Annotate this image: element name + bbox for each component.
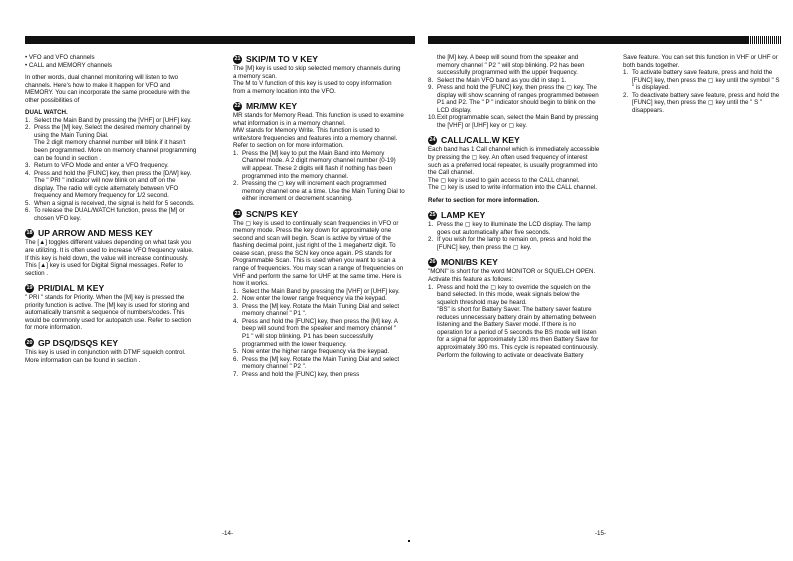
heading-moni-bs-key: 26 MONI/BS KEY	[429, 257, 498, 268]
number-badge: 25	[429, 212, 436, 219]
section-title: DUAL WATCH.	[25, 109, 68, 117]
list-item: The 2 digit memory channel number will blink if it hasn't been programmed. More on memory channel programming can be found in section .	[34, 139, 197, 162]
number-badge: 24	[429, 137, 436, 144]
paragraph: The [▲] toggles different values depending on what task you are utilizing. It is often used to increase VFO frequency value. If this key is held down, the value will increase continuously. This [▲] key is used for Digital Signal messages. Refer to section .	[25, 239, 194, 277]
paragraph: MW stands for Memory Write. This function is used to write/store frequencies and features into a memory channel. Refer to section on for more information.	[233, 127, 398, 150]
list-item: the [M] key. A beep will sound from the speaker and memory channel " P2 " will stop blinking. P2 has been successfully programmed with the upper frequency.	[437, 54, 585, 77]
list-item: 2. Press the [M] key. Select the desired memory channel by using the Main Tuning Dial.	[25, 124, 191, 139]
list-item: 7. Press and hold the [FUNC] key, then press	[233, 370, 360, 378]
number-badge: 21	[234, 56, 241, 62]
paragraph: "MONI" is short for the word MONITOR or SQUELCH OPEN. Activate this feature as follows:	[428, 268, 596, 284]
list-item: 8. Select the Main VFO band as you did in step 1.	[428, 76, 567, 84]
heading-mr-mw-key: 22 MR/MW KEY	[234, 101, 298, 112]
list-item: "BS" is short for Battery Saver. The battery saver feature reduces unnecessary battery drain by alternating between listening and the Battery Saver mode. If there is no operation for a period of 5 seconds the BS mode will listen for a signal for approximately 130 ms then Battery Save for approximately 390 ms. This cycle is repeated continuously. Perform the following to activate or deactivate Battery	[437, 306, 599, 359]
list-item: 3. Press the [M] key. Rotate the Main Tuning Dial and select memory channel " P1 ".	[233, 302, 400, 318]
top-rule-right	[428, 36, 782, 44]
list-item: 4. Press and hold the [FUNC] key, then press the [M] key. A beep will sound from the speaker and memory channel " P1 " will stop blinking. P1 has been successfully programmed with the lower frequency.	[233, 317, 398, 348]
list-item: 5. Now enter the higher range frequency via the keypad.	[233, 348, 390, 356]
top-rule-left	[25, 36, 415, 44]
list-item: 5. When a signal is received, the signal is held for 5 seconds.	[25, 199, 195, 207]
list-item: 2. Now enter the lower range frequency via the keypad.	[233, 295, 387, 303]
number-badge: 20	[26, 339, 33, 346]
column-3	[428, 54, 600, 359]
paragraph: The M to V function of this key is used to copy information from a memory location into the VFO.	[233, 80, 392, 95]
page-number-right: -15-	[595, 530, 607, 537]
list-item: 1. To activate battery save feature, press and hold the [FUNC] key, then press the ▢ key until the symbol " S " is displayed.	[623, 69, 780, 92]
paragraph: The ▢ key is used to write information into the CALL channel.	[428, 184, 597, 192]
paragraph: • VFO and VFO channels	[25, 54, 95, 61]
list-item: 2. To deactivate battery save feature, press and hold the [FUNC] key, then press the ▢ key until the " S " disappears.	[623, 91, 780, 114]
heading-scn-ps-key: 23 SCN/PS KEY	[234, 208, 299, 219]
heading-gp-dsq-key: 20 GP DSQ/DSQS KEY	[26, 337, 119, 348]
list-item: 1. Press the [M] key to put the Main Band into Memory Channel mode. A 2 digit memory channel number (0-19) will appear. These 2 digits will flash if nothing has been programmed into the memory channel.	[233, 149, 396, 180]
column-2	[233, 54, 405, 378]
number-badge: 18	[26, 230, 33, 237]
heading-up-arrow-key: 18 UP ARROW AND MESS KEY	[26, 228, 153, 239]
list-item: 10. Exit programmable scan, select the Main Band by pressing the [VHF] or [UHF] key or ▢ key.	[428, 114, 599, 129]
list-item: 2. If you wish for the lamp to remain on, press and hold the [FUNC] key, then press the ▢ key.	[428, 236, 592, 251]
paragraph: The ▢ key is used to gain access to the CALL channel.	[428, 176, 580, 184]
list-item: 6. Press the [M] key. Rotate the Main Tuning Dial and select memory channel " P2 ".	[233, 355, 400, 371]
heading-skip-key: 21 SKIP/M TO V KEY	[234, 54, 318, 64]
list-item: 6. To release the DUAL/WATCH function, press the [M] or chosen VFO key.	[25, 207, 185, 222]
list-item: 1. Select the Main Band by pressing the [VHF] or [UHF] key.	[233, 287, 400, 295]
number-badge: 22	[234, 103, 241, 110]
paragraph: MR stands for Memory Read. This function is used to examine what information is in a memory channel.	[233, 112, 404, 127]
column-4	[623, 54, 780, 114]
list-item: 9. Press and hold the [FUNC] key, then press the ▢ key. The display will show scanning of ranges programmed between P1 and P2. The " P " indicator should begin to blink on the LCD display.	[428, 84, 599, 114]
list-item: 1. Press and hold the ▢ key to override the squelch on the band selected. In this mode, weak signals below the squelch threshold may be heard.	[428, 283, 591, 306]
reference-note: Refer to section for more information.	[428, 196, 540, 204]
list-item: 4. Press and hold the [FUNC] key, then press the [D/W] key. The " PRI " indicator will now blink on and off on the display. The radio will cycle alternately between VFO frequency and Memory frequency for 1/2 second.	[25, 169, 192, 200]
list-item: 2. Pressing the ▢ key will increment each programmed memory channel one at a time. Use the Main Tuning Dial to either increment or decrement scanning.	[233, 180, 405, 203]
column-1	[25, 54, 197, 364]
paragraph: This key is used in conjunction with DTMF squelch control. More information can be found in section .	[25, 348, 186, 364]
page-number-left: -14-	[222, 530, 234, 537]
paragraph: The ▢ key is used to continually scan frequencies in VFO or memory mode. Press the key down for approximately one second and scan will begin. Scan is active by virtue of the flashing decimal point, just right of the 1 megahertz digit. To cease scan, press the SCN key once again. PS stands for Programmable Scan. This is used when you want to scan a range of frequencies. You may scan a range of frequencies on VHF and perform the same for UHF at the same time. Here is how it works.	[233, 219, 404, 288]
center-dot	[408, 540, 410, 542]
list-item: 3. Return to VFO Mode and enter a VFO frequency.	[25, 162, 169, 170]
paragraph: Each band has 1 Call channel which is immediately accessible by pressing the ▢ key. An often used frequency of interest such as a preferred local repeater, is usually programmed into the Call channel.	[428, 146, 600, 177]
heading-pri-dial-key: 19 PRI/DIAL M KEY	[26, 283, 105, 294]
edge-stripes	[749, 36, 782, 44]
heading-lamp-key: 25 LAMP KEY	[429, 210, 486, 221]
heading-call-key: 24 CALL/CALL.W KEY	[429, 135, 520, 146]
number-badge: 19	[26, 285, 33, 292]
list-item: 1. Select the Main Band by pressing the [VHF] or [UHF] key.	[25, 116, 192, 124]
paragraph: " PRI " stands for Priority. When the [M] key is pressed the priority function is active. The [M] key is used for storing and automatically transmit a sequence of numbers/codes. This would be commonly used for autopatch use. Refer to section for more information.	[25, 294, 192, 332]
number-badge: 26	[429, 259, 436, 266]
paragraph: • CALL and MEMORY channels	[25, 61, 113, 69]
paragraph: The [M] key is used to skip selected memory channels during a memory scan.	[233, 65, 401, 80]
list-item: 1. Press the ▢ key to illuminate the LCD display. The lamp goes out automatically after five seconds.	[428, 221, 591, 236]
paragraph: In other words, dual channel monitoring will listen to two channels. Here's how to make it happen for VFO and MEMORY. You can incorporate the same procedure with the other possibilities of	[25, 74, 190, 104]
paragraph: Save feature. You can set this function in VHF or UHF or both bands together.	[623, 54, 778, 69]
number-badge: 23	[234, 210, 241, 217]
